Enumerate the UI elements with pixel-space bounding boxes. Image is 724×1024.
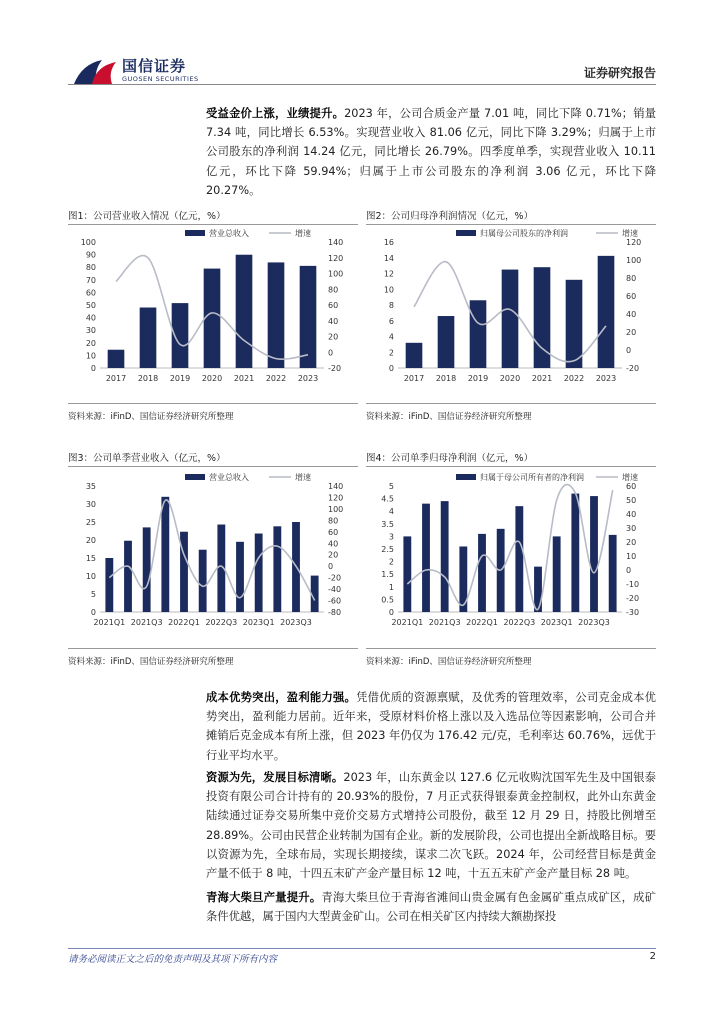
legend-bar-label: 营业总收入 <box>209 473 249 482</box>
paragraph-performance <box>206 104 656 200</box>
figure4-title: 图4：公司单季归母净利润（亿元，%） <box>366 453 534 464</box>
legend-bar-label: 归属于母公司所有者的净利润 <box>480 473 584 482</box>
y-right-tick-label: -20 <box>626 594 640 603</box>
y-left-tick-label: 5 <box>90 590 96 599</box>
x-tick-label: 2021Q1 <box>93 618 126 627</box>
paragraph-cost-advantage <box>206 688 656 765</box>
y-left-tick-label: 4 <box>388 507 394 517</box>
y-left-tick-label: 35 <box>85 482 96 491</box>
bar <box>422 504 430 612</box>
figure3-title: 图3：公司单季营业收入（亿元，%） <box>68 453 226 464</box>
x-tick-label: 2022Q1 <box>168 618 200 627</box>
figure2-source: 资料来源：iFinD、国信证券经济研究所整理 <box>366 412 532 422</box>
x-tick-label: 2021Q1 <box>391 618 424 627</box>
y-right-tick-label: -30 <box>626 608 640 617</box>
y-right-tick-label: 120 <box>328 253 344 263</box>
x-tick-label: 2023Q3 <box>280 618 312 627</box>
bar <box>236 255 253 368</box>
figure4-bottom-rule <box>366 648 656 649</box>
y-left-tick-label: 30 <box>85 326 96 336</box>
y-left-tick-label: 4 <box>388 332 394 342</box>
y-right-tick-label: 80 <box>328 516 339 526</box>
figure2-top-rule <box>366 224 656 225</box>
x-tick-label: 2021Q3 <box>428 618 461 627</box>
report-type-title: 证券研究报告 <box>583 66 656 80</box>
page-number: 2 <box>649 951 656 962</box>
figure1-source: 资料来源：iFinD、国信证券经济研究所整理 <box>68 412 234 422</box>
bar <box>438 316 455 368</box>
y-left-tick-label: 50 <box>85 301 96 310</box>
bar <box>268 262 285 368</box>
bar <box>470 300 487 368</box>
y-left-tick-label: 2 <box>388 557 394 567</box>
y-right-tick-label: 40 <box>626 510 637 519</box>
legend-bar-label: 归属母公司股东的净利润 <box>480 229 568 238</box>
bar <box>273 526 281 612</box>
bar <box>204 269 221 368</box>
x-tick-label: 2019 <box>467 374 489 383</box>
x-tick-label: 2020 <box>499 374 521 383</box>
bar <box>515 506 523 612</box>
y-right-tick-label: 50 <box>626 496 637 505</box>
x-tick-label: 2018 <box>435 374 457 383</box>
figure1-bottom-rule <box>68 403 358 404</box>
y-left-tick-label: 10 <box>85 351 96 361</box>
x-tick-label: 2022 <box>563 374 585 383</box>
y-left-tick-label: 60 <box>85 288 96 298</box>
legend-bar-label: 营业总收入 <box>209 229 249 238</box>
y-left-tick-label: 6 <box>388 316 394 326</box>
legend-bar-swatch <box>185 230 205 236</box>
legend-line-label: 增速 <box>295 473 311 482</box>
bar <box>143 527 151 612</box>
figure4-top-rule <box>366 466 656 467</box>
y-left-tick-label: 30 <box>85 500 96 509</box>
y-left-tick-label: 4.5 <box>381 494 394 504</box>
y-right-tick-label: 60 <box>626 292 637 301</box>
figure1-title: 图1：公司营业收入情况（亿元，%） <box>68 211 226 222</box>
chart-quarterly-net-profit <box>366 472 656 642</box>
y-right-tick-label: 0 <box>626 566 632 575</box>
x-tick-label: 2019 <box>169 374 191 383</box>
y-left-tick-label: 70 <box>85 275 96 285</box>
y-right-tick-label: 80 <box>626 274 637 283</box>
figure4-source: 资料来源：iFinD、国信证券经济研究所整理 <box>366 657 532 667</box>
bar <box>534 567 542 612</box>
y-left-tick-label: 0 <box>388 364 394 373</box>
y-left-tick-label: 3 <box>388 532 394 542</box>
figure2-bottom-rule <box>366 403 656 404</box>
x-tick-label: 2023Q3 <box>578 618 610 627</box>
x-tick-label: 2021 <box>233 374 255 383</box>
figure3-bottom-rule <box>68 648 358 649</box>
legend-bar-swatch <box>456 474 476 480</box>
y-left-tick-label: 20 <box>85 338 96 348</box>
y-left-tick-label: 16 <box>383 238 394 247</box>
x-tick-label: 2022Q3 <box>503 618 536 627</box>
x-tick-label: 2021 <box>531 374 553 383</box>
bar <box>566 280 583 368</box>
y-right-tick-label: 100 <box>626 256 642 265</box>
bar <box>255 534 263 612</box>
legend-line-label: 增速 <box>622 229 638 238</box>
y-left-tick-label: 5 <box>388 482 394 491</box>
y-right-tick-label: 120 <box>626 238 642 247</box>
y-left-tick-label: 0 <box>388 608 394 617</box>
y-left-tick-label: 12 <box>383 269 394 279</box>
bar <box>105 558 113 612</box>
bar <box>502 270 519 368</box>
logo-text-cn: 国信证券 <box>122 57 187 75</box>
y-right-tick-label: -10 <box>626 580 640 589</box>
y-left-tick-label: 1.5 <box>381 570 394 580</box>
growth-line <box>407 485 612 610</box>
y-left-tick-label: 3.5 <box>381 519 394 529</box>
chart-annual-revenue <box>68 228 358 398</box>
bar <box>609 535 617 612</box>
bar <box>236 542 244 612</box>
y-right-tick-label: -40 <box>328 585 342 595</box>
bar <box>199 550 207 612</box>
bar <box>140 308 157 368</box>
y-left-tick-label: 15 <box>85 554 96 563</box>
x-tick-label: 2023 <box>297 374 319 383</box>
y-left-tick-label: 100 <box>80 238 96 247</box>
y-left-tick-label: 20 <box>85 536 96 545</box>
figure2-title: 图2：公司归母净利润情况（亿元，%） <box>366 211 534 222</box>
y-left-tick-label: 80 <box>85 263 96 273</box>
y-left-tick-label: 10 <box>383 285 394 295</box>
paragraph-heading: 成本优势突出，盈利能力强。 <box>206 691 357 704</box>
paragraph-heading: 资源为先，发展目标清晰。 <box>206 771 344 784</box>
bar <box>553 536 561 612</box>
bar <box>478 534 486 612</box>
paragraph-body: 凭借优质的资源禀赋，及优秀的管理效率，公司克金成本优势突出，盈利能力居前。近年来，受原材料价格上涨以及入选品位等因素影响，公司合并摊销后克金成本有所上涨，但 2023 年仍仅为 176.42 元/克，毛利率达 60.76%，远优于行业平均水平。 <box>206 691 656 762</box>
logo-text-en: GUOSEN SECURITIES <box>122 75 199 83</box>
bar <box>571 494 579 612</box>
y-right-tick-label: 10 <box>626 552 637 561</box>
y-right-tick-label: 30 <box>626 524 637 533</box>
paragraph-heading: 受益金价上涨，业绩提升。 <box>206 107 345 120</box>
paragraph-body: 2023 年，山东黄金以 127.6 亿元收购沈国军先生及中国银泰投资有限公司合计持有的 20.93%的股份，7 月正式获得银泰黄金控制权，此外山东黄金陆续通过证券交易所集中竞价交易方式增持公司股份，截至 12 月 29 日，持股比例增至 28.89%。公司由民营企业转制为国有企业。新的发展阶段，公司也提出全新战略目标。要以资源为先，全球布局，实现长期接续，谋求二次飞跃。2024 年，公司经营目标是黄金产量不低于 8 吨，十四五末矿产金产量目标 12 吨，十五五末矿产金产量目标 28 吨。 <box>206 771 656 881</box>
y-right-tick-label: 20 <box>626 328 637 337</box>
y-right-tick-label: 40 <box>328 539 339 549</box>
y-right-tick-label: 0 <box>328 562 334 572</box>
y-right-tick-label: 0 <box>626 346 632 355</box>
y-right-tick-label: 40 <box>328 316 339 326</box>
paragraph-body: 青海大柴旦位于青海省滩间山贵金属有色金属矿重点成矿区，成矿条件优越，属于国内大型黄金矿山。公司在相关矿区内持续大额勘探投 <box>206 891 656 924</box>
legend-line-label: 增速 <box>295 229 311 238</box>
growth-line <box>109 500 314 601</box>
x-tick-label: 2017 <box>105 374 127 383</box>
paragraph-body: 2023 年，公司合质金产量 7.01 吨，同比下降 0.71%；销量 7.34 吨，同比增长 6.53%。实现营业收入 81.06 亿元，同比下降 3.29%；归属于上市公司股东的净利润 14.24 亿元，同比增长 26.79%。四季度单季，实现营业收入 10.11 亿元，环比下降 59.94%；归属于上市公司股东的净利润 3.06 亿元，环比下降 20.27%。 <box>206 107 656 197</box>
footer-disclaimer: 请务必阅读正文之后的免责声明及其项下所有内容 <box>68 954 278 965</box>
y-right-tick-label: 60 <box>626 482 637 491</box>
y-right-tick-label: 100 <box>328 269 344 279</box>
y-left-tick-label: 0 <box>90 608 96 617</box>
paragraph-qinghai <box>206 888 656 926</box>
bar <box>300 266 317 368</box>
y-right-tick-label: 20 <box>328 332 339 342</box>
x-tick-label: 2023Q1 <box>540 618 573 627</box>
header-divider <box>68 84 656 85</box>
y-left-tick-label: 2 <box>388 348 394 358</box>
x-tick-label: 2023 <box>595 374 617 383</box>
y-right-tick-label: 120 <box>328 493 344 503</box>
y-right-tick-label: 20 <box>626 538 637 547</box>
x-tick-label: 2017 <box>403 374 425 383</box>
y-right-tick-label: -20 <box>626 364 640 373</box>
x-tick-label: 2022 <box>265 374 287 383</box>
bar <box>161 497 169 612</box>
y-right-tick-label: -80 <box>328 608 342 617</box>
bar <box>124 541 132 612</box>
y-left-tick-label: 0 <box>90 364 96 373</box>
x-tick-label: 2022Q1 <box>466 618 498 627</box>
y-right-tick-label: 20 <box>328 550 339 560</box>
x-tick-label: 2020 <box>201 374 223 383</box>
y-right-tick-label: -20 <box>328 364 342 373</box>
y-right-tick-label: -60 <box>328 596 342 606</box>
y-right-tick-label: 140 <box>328 482 344 491</box>
bar <box>108 350 125 368</box>
legend-bar-swatch <box>456 230 476 236</box>
footer-divider <box>68 948 656 949</box>
y-left-tick-label: 2.5 <box>381 545 394 554</box>
x-tick-label: 2023Q1 <box>242 618 275 627</box>
chart-quarterly-revenue <box>68 472 358 642</box>
bar <box>441 501 449 612</box>
y-left-tick-label: 1 <box>388 582 394 592</box>
x-tick-label: 2021Q3 <box>130 618 163 627</box>
paragraph-resources <box>206 768 656 883</box>
y-right-tick-label: 100 <box>328 504 344 514</box>
x-tick-label: 2018 <box>137 374 159 383</box>
paragraph-heading: 青海大柴旦产量提升。 <box>206 891 322 904</box>
y-right-tick-label: 80 <box>328 285 339 295</box>
figure3-top-rule <box>68 466 358 467</box>
y-left-tick-label: 90 <box>85 250 96 260</box>
y-left-tick-label: 10 <box>85 572 96 581</box>
chart-annual-net-profit <box>366 228 656 398</box>
bar <box>598 256 615 368</box>
y-left-tick-label: 25 <box>85 518 96 527</box>
y-left-tick-label: 0.5 <box>381 595 394 605</box>
y-right-tick-label: 40 <box>626 310 637 319</box>
bar <box>590 496 598 612</box>
y-right-tick-label: 60 <box>328 527 339 537</box>
y-left-tick-label: 14 <box>383 253 394 263</box>
y-right-tick-label: 140 <box>328 238 344 247</box>
figure3-source: 资料来源：iFinD、国信证券经济研究所整理 <box>68 657 234 667</box>
legend-bar-swatch <box>185 474 205 480</box>
y-left-tick-label: 40 <box>85 313 96 323</box>
legend-line-label: 增速 <box>622 473 638 482</box>
bar <box>406 343 423 368</box>
bar <box>403 536 411 612</box>
y-right-tick-label: -20 <box>328 573 342 583</box>
figure1-top-rule <box>68 224 358 225</box>
x-tick-label: 2022Q3 <box>205 618 238 627</box>
y-right-tick-label: 0 <box>328 348 334 358</box>
y-right-tick-label: 60 <box>328 301 339 310</box>
y-left-tick-label: 8 <box>388 301 394 310</box>
